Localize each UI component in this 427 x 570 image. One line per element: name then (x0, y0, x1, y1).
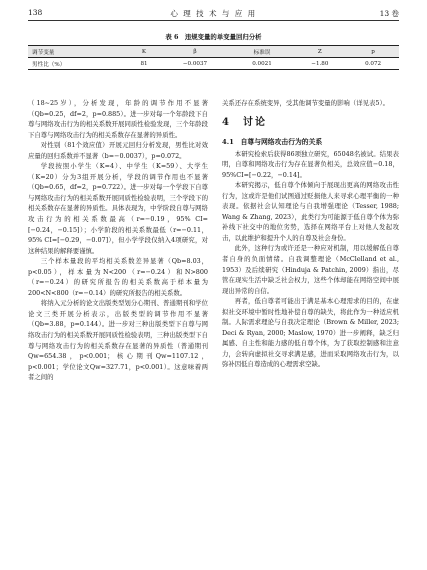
paragraph: 三个样本量段的平均相关系数差异显著（Qb=8.03，p<0.05），样本量为N<200（r=−0.24）和N>800（r=−0.24）的研究所报告的相关系数高于样本量为200<N<800（r=−0.14）的研究所报告的相关系数。 (28, 257, 208, 297)
table-header-row (28, 46, 399, 58)
paragraph: 关系还存在系统变异，受其他调节变量的影响（详见表5）。 (222, 99, 390, 107)
left-column (28, 98, 208, 383)
table-row (28, 58, 399, 70)
paragraph: 再者，低自尊者可能出于满足基本心理需求的目的，在虚拟社交环境中暂时性地补偿自尊的缺失，将此作为一种适应机制。人际需求理论与自我决定理论（Brown & Miller, 2023; Deci & Ryan, 2000; Maslow, 1970）进一步阐释，缺乏归属感、自主性和能力感的低自尊个体，为了获取控制感和注意力，会转向虚拟社交寻求满足感，进而采取网络攻击行为，以弥补因低自尊造成的心理需求空缺。 (222, 297, 399, 369)
section-heading: 4 讨论 (222, 116, 267, 128)
journal-title: 心 理 技 术 与 应 用 (170, 9, 257, 18)
paragraph: 对性别（81个效应值）开展元回归分析发现，男性比对效应量的回归系数并不显著（b=−0.0037），p=0.072。 (28, 141, 208, 160)
col-header: 标准误 (253, 49, 271, 56)
paragraph: 将纳入元分析的论文出版类型划分心期刊、普通期刊和学位论文三类开展分析表示，出版类型的调节作用不显著（Qb=3.88，p=0.144）。进一步对三种出版类型下自尊与网络攻击行为的相关系数开展同质性检验表明，三种出版类型下自尊与网络攻击行为的相关系数存在显著的异质性（普通期刊Qw=654.38，p<0.001；核心期刊Qw=1107.12，p<0.001；学位论文Qw=327.71，p<0.001）。这意味着两者之间的 (28, 299, 208, 382)
paragraph: 此外，这种行为或许还是一种应对机制，用以缓解低自尊者自身的负面情绪。自我调整理论（McClelland et al., 1953）及后续研究（Hinduja & Patchin, 2009）指出，尽管在现实生活中缺乏社会权力，这些个体却能在网络空间中展现出异常的自信。 (222, 244, 399, 295)
regression-table (28, 45, 399, 70)
header-rule (28, 20, 399, 21)
paragraph: 本研究检索后获得86项独立研究，65048名被试。结果表明，自尊和网络攻击行为存在显著负相关，总效应值−0.18，95%CI=[−0.22，−0.14]。 (222, 149, 399, 179)
table-cell: 0.0021 (252, 60, 272, 67)
col-header: Z (317, 48, 322, 55)
paragraph: 本研究揭示，低自尊个体倾向于展现出更高的网络攻击性行为，这或许是他们试图通过贬损他人来寻求心理平衡的一种表现。依据社会认知理论与自我增强理论（Tesser, 1988; Wang & Zhang, 2023），此类行为可能源于低自尊个体为弥补线下社交中的地位劣势，选择在网络平台上对他人发起攻击，以此维护和提升个人的自尊及社会身份。 (222, 181, 399, 242)
table-caption: 表 6 违规变量的单变量回归分析 (165, 33, 262, 41)
right-column (222, 98, 399, 370)
table-cell: 81 (140, 60, 148, 67)
subsection-heading: 4.1 自尊与网络攻击行为的关系 (222, 137, 323, 146)
volume-label: 13 卷 (379, 9, 399, 18)
col-header: 调节变量 (32, 49, 55, 56)
table-cell: −1.80 (311, 60, 329, 67)
table-cell: 0.072 (365, 60, 382, 67)
paragraph: （18~25岁），分析发现，年龄的调节作用不显著（Qb=0.25，df=2，p=0.885）。进一步对每一个年龄段下自尊与网络攻击行为的相关系数开展同质性检验发现，三个年龄段下自尊与网络攻击行为的相关系数存在显著的异质性。 (28, 99, 208, 139)
col-header: p (371, 48, 375, 55)
col-header: K (141, 48, 147, 55)
table-cell: 男性比（%） (32, 61, 66, 68)
page-number: 138 (28, 8, 43, 17)
paragraph: 学段按照小学生（K=4）、中学生（K=59）、大学生（K=20）分为3组开展分析，学段的调节作用也不显著（Qb=0.65，df=2，p=0.722）。进一步对每一个学段下自尊与网络攻击行为的相关系数开展同质性检验表明，三个学段下的相关系数存在显著的异质性。具体表现为，中学阶段自尊与网络攻击行为的相关系数最高（r=−0.19，95% CI=[−0.24，−0.15]）；小学阶段的相关系数最低（r=−0.11，95% CI=[−0.29，−0.07]），但小学学段仅纳入4项研究，对这种结果的解释要谨慎。 (28, 162, 208, 255)
table-cell: −0.0037 (182, 60, 208, 67)
col-header: β (193, 48, 197, 55)
